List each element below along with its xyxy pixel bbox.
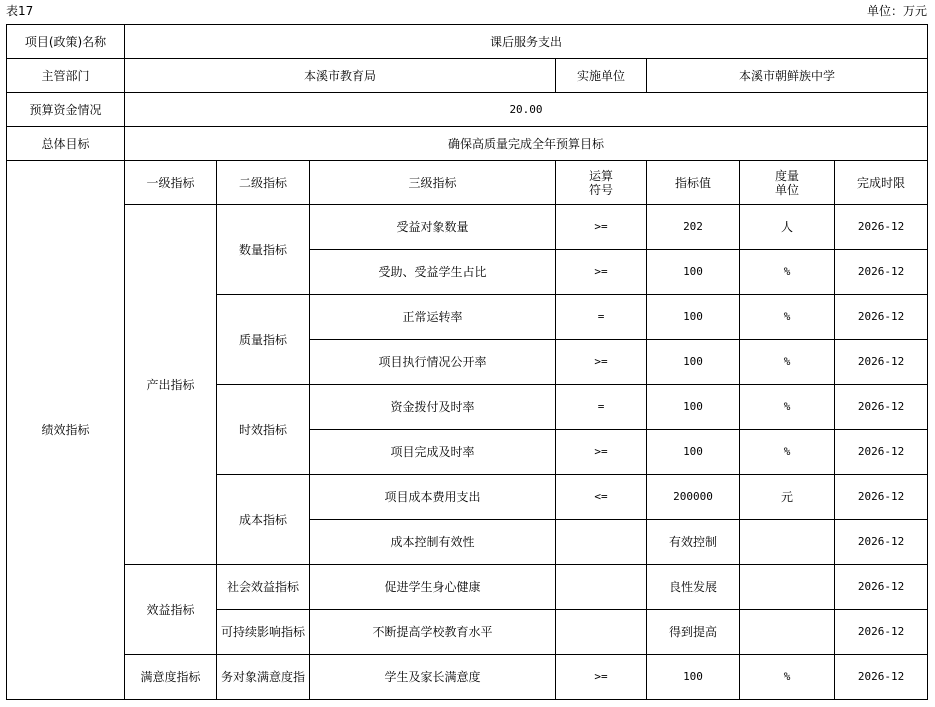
indicator-deadline: 2026-12 — [835, 520, 928, 565]
indicator-unit — [740, 565, 835, 610]
department-row — [7, 59, 928, 93]
indicator-operator: >= — [556, 430, 647, 475]
indicator-unit: 人 — [740, 205, 835, 250]
performance-section-label: 绩效指标 — [7, 161, 125, 700]
subgroup-service: 务对象满意度指 — [217, 655, 310, 700]
indicator-value: 100 — [647, 385, 740, 430]
goal-value: 确保高质量完成全年预算目标 — [125, 127, 928, 161]
implementer-value: 本溪市朝鲜族中学 — [647, 59, 928, 93]
indicator-name: 促进学生身心健康 — [310, 565, 556, 610]
indicator-value: 得到提高 — [647, 610, 740, 655]
indicator-name: 项目完成及时率 — [310, 430, 556, 475]
project-name-label: 项目(政策)名称 — [7, 25, 125, 59]
budget-value: 20.00 — [125, 93, 928, 127]
indicator-unit: % — [740, 295, 835, 340]
subgroup-cost: 成本指标 — [217, 475, 310, 565]
subgroup-quality: 质量指标 — [217, 295, 310, 385]
indicator-operator — [556, 520, 647, 565]
indicator-unit: % — [740, 250, 835, 295]
goal-label: 总体目标 — [7, 127, 125, 161]
performance-table — [6, 24, 928, 700]
indicator-name: 受助、受益学生占比 — [310, 250, 556, 295]
indicator-value: 100 — [647, 250, 740, 295]
col-unit — [740, 161, 835, 205]
goal-row — [7, 127, 928, 161]
col-operator-line2: 符号 — [588, 182, 613, 197]
indicator-value: 100 — [647, 430, 740, 475]
table-number: 表17 — [6, 4, 34, 18]
indicator-deadline: 2026-12 — [835, 475, 928, 520]
col-unit-line1: 度量 — [774, 168, 799, 183]
indicator-deadline: 2026-12 — [835, 430, 928, 475]
indicator-deadline: 2026-12 — [835, 295, 928, 340]
project-name: 课后服务支出 — [125, 25, 928, 59]
project-name-row — [7, 25, 928, 59]
indicator-deadline: 2026-12 — [835, 250, 928, 295]
indicator-deadline: 2026-12 — [835, 340, 928, 385]
indicator-unit: % — [740, 385, 835, 430]
indicator-operator: >= — [556, 250, 647, 295]
col-unit-line2: 单位 — [774, 182, 799, 197]
indicator-name: 成本控制有效性 — [310, 520, 556, 565]
indicator-operator: = — [556, 385, 647, 430]
indicator-name: 项目成本费用支出 — [310, 475, 556, 520]
indicator-operator: >= — [556, 655, 647, 700]
indicator-deadline: 2026-12 — [835, 610, 928, 655]
indicator-deadline: 2026-12 — [835, 655, 928, 700]
department-label: 主管部门 — [7, 59, 125, 93]
indicator-value: 200000 — [647, 475, 740, 520]
subgroup-timeliness: 时效指标 — [217, 385, 310, 475]
subgroup-quantity: 数量指标 — [217, 205, 310, 295]
indicator-header-row — [7, 161, 928, 205]
indicator-name: 学生及家长满意度 — [310, 655, 556, 700]
col-value: 指标值 — [647, 161, 740, 205]
table-row — [7, 565, 928, 610]
indicator-name: 受益对象数量 — [310, 205, 556, 250]
indicator-unit — [740, 610, 835, 655]
implementer-label: 实施单位 — [556, 59, 647, 93]
indicator-value: 100 — [647, 655, 740, 700]
indicator-operator: <= — [556, 475, 647, 520]
indicator-unit: % — [740, 340, 835, 385]
group-satisfaction: 满意度指标 — [125, 655, 217, 700]
group-benefit: 效益指标 — [125, 565, 217, 655]
indicator-deadline: 2026-12 — [835, 385, 928, 430]
table-row — [7, 205, 928, 250]
subgroup-sustain: 可持续影响指标 — [217, 610, 310, 655]
indicator-operator: >= — [556, 205, 647, 250]
budget-row — [7, 93, 928, 127]
indicator-value: 202 — [647, 205, 740, 250]
indicator-name: 项目执行情况公开率 — [310, 340, 556, 385]
indicator-value: 100 — [647, 340, 740, 385]
indicator-unit: 元 — [740, 475, 835, 520]
group-output: 产出指标 — [125, 205, 217, 565]
indicator-operator — [556, 565, 647, 610]
indicator-value: 良性发展 — [647, 565, 740, 610]
indicator-unit: % — [740, 655, 835, 700]
col-deadline: 完成时限 — [835, 161, 928, 205]
col-operator — [556, 161, 647, 205]
indicator-operator — [556, 610, 647, 655]
indicator-operator: = — [556, 295, 647, 340]
subgroup-social: 社会效益指标 — [217, 565, 310, 610]
col-operator-line1: 运算 — [588, 168, 613, 183]
indicator-name: 资金拨付及时率 — [310, 385, 556, 430]
table-row — [7, 655, 928, 700]
indicator-unit — [740, 520, 835, 565]
budget-label: 预算资金情况 — [7, 93, 125, 127]
department-value: 本溪市教育局 — [125, 59, 556, 93]
col-level3: 三级指标 — [310, 161, 556, 205]
indicator-value: 有效控制 — [647, 520, 740, 565]
indicator-value: 100 — [647, 295, 740, 340]
col-level1: 一级指标 — [125, 161, 217, 205]
unit-label: 单位：万元 — [866, 4, 927, 18]
indicator-deadline: 2026-12 — [835, 565, 928, 610]
indicator-name: 正常运转率 — [310, 295, 556, 340]
indicator-deadline: 2026-12 — [835, 205, 928, 250]
col-level2: 二级指标 — [217, 161, 310, 205]
indicator-name: 不断提高学校教育水平 — [310, 610, 556, 655]
indicator-unit: % — [740, 430, 835, 475]
indicator-operator: >= — [556, 340, 647, 385]
